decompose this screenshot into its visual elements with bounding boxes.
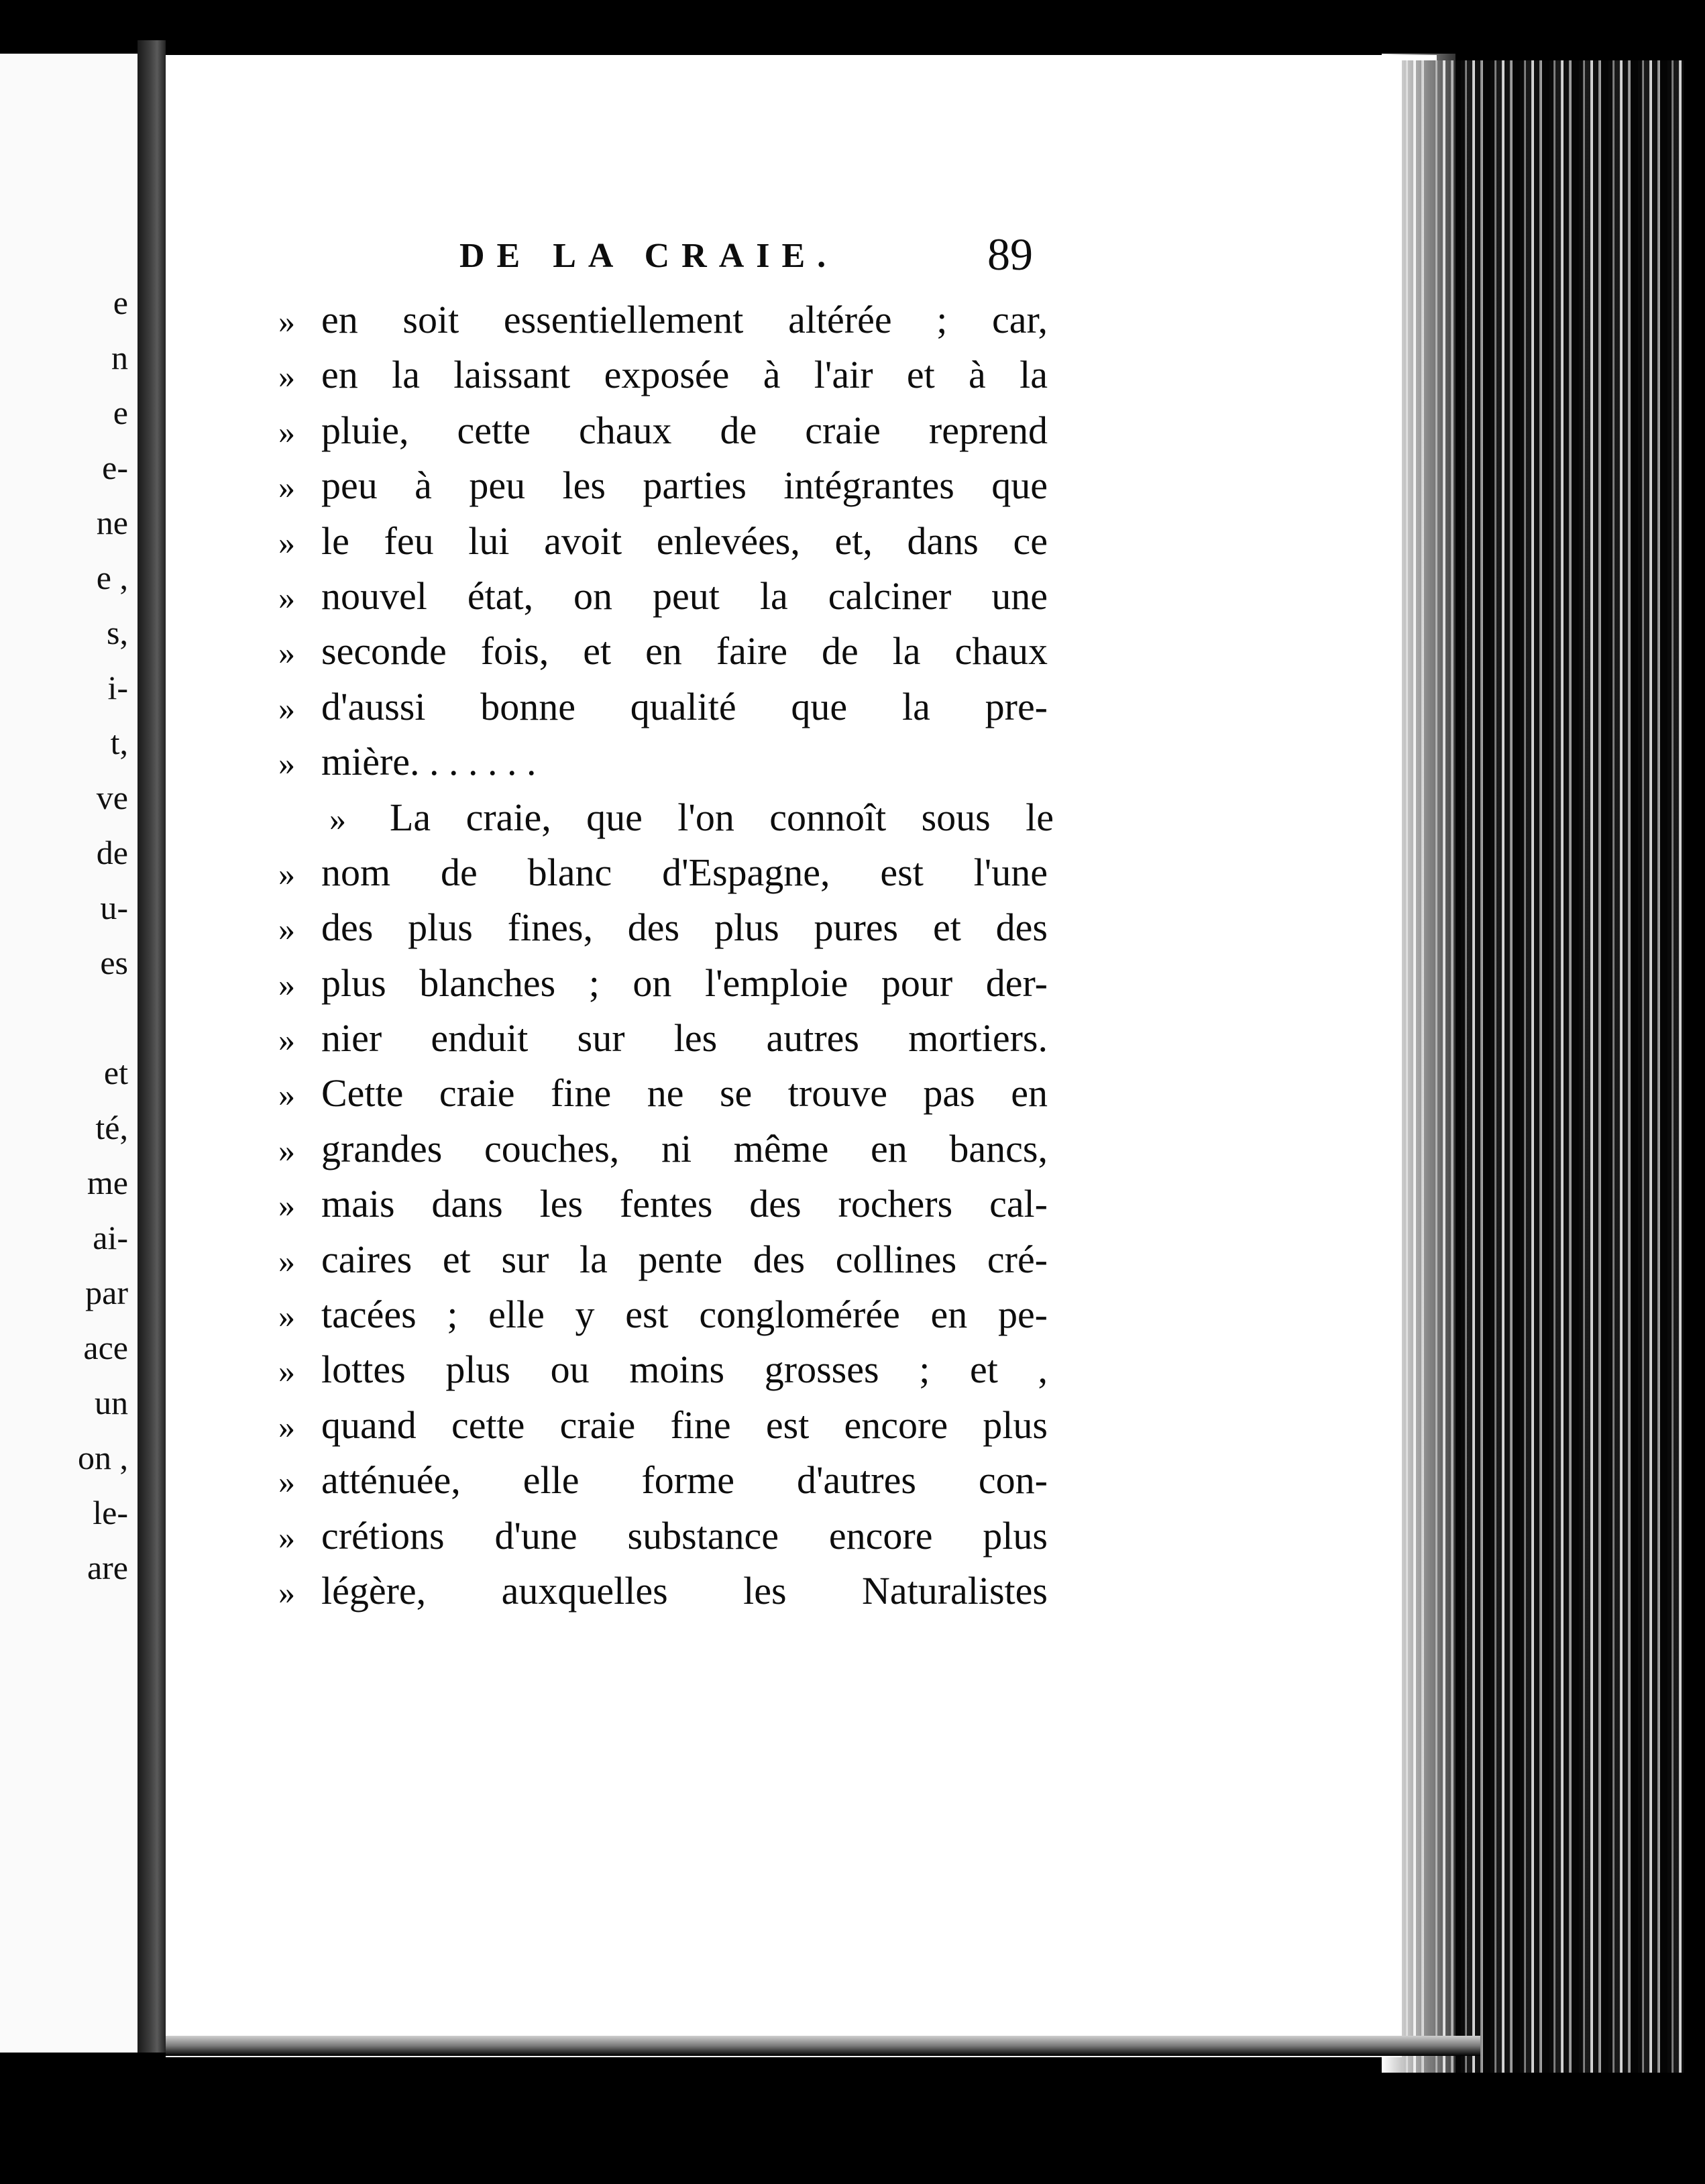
text-line	[278, 403, 1050, 458]
left-page-fragment: par	[85, 1274, 128, 1311]
guillemet-mark: »	[278, 578, 295, 616]
line-text: atténuée, elle forme d'autres con-	[321, 1458, 1048, 1503]
guillemet-mark: »	[329, 800, 346, 838]
text-line	[278, 1066, 1050, 1121]
line-text: pluie, cette chaux de craie reprend	[321, 408, 1048, 452]
guillemet-mark: »	[278, 1076, 295, 1114]
guillemet-mark: »	[278, 358, 295, 396]
page-bottom-edge	[166, 2036, 1480, 2056]
line-text: seconde fois, et en faire de la chaux	[321, 629, 1048, 673]
guillemet-mark: »	[278, 745, 295, 783]
line-text: légère, auxquelles les Naturalistes	[321, 1568, 1048, 1613]
text-line	[278, 458, 1050, 513]
text-line	[278, 679, 1050, 734]
text-line	[278, 734, 1050, 789]
line-text: peu à peu les parties intégrantes que	[321, 463, 1048, 508]
guillemet-mark: »	[278, 1573, 295, 1611]
left-page-fragment: ai-	[93, 1219, 128, 1256]
text-line	[278, 624, 1050, 679]
guillemet-mark: »	[278, 1021, 295, 1059]
book-gutter	[138, 40, 166, 2053]
guillemet-mark: »	[278, 1463, 295, 1501]
left-page-fragment: t,	[110, 724, 128, 761]
left-page-fragment: e-	[102, 449, 128, 486]
left-page-fragment: un	[95, 1384, 128, 1421]
left-page-fragment: ve	[96, 779, 128, 816]
text-line	[278, 347, 1050, 402]
left-page-fragment: e ,	[96, 559, 128, 596]
line-text: en soit essentiellement altérée ; car,	[321, 298, 1048, 341]
running-title: DE LA CRAIE.	[459, 237, 838, 275]
left-page-fragment: e	[113, 394, 128, 431]
line-text: des plus fines, des plus pures et des	[321, 906, 1048, 950]
line-text: lottes plus ou moins grosses ; et ,	[321, 1348, 1048, 1392]
text-line	[278, 1232, 1050, 1287]
line-text: grandes couches, ni même en bancs,	[321, 1126, 1048, 1170]
left-page-fragment: i-	[107, 669, 128, 706]
guillemet-mark: »	[278, 1407, 295, 1445]
guillemet-mark: »	[278, 1518, 295, 1556]
guillemet-mark: »	[278, 1187, 295, 1225]
line-text: Cette craie fine ne se trouve pas en	[321, 1071, 1048, 1115]
page-number: 89	[987, 229, 1033, 280]
text-line	[278, 845, 1050, 900]
left-page-fragment: are	[87, 1549, 128, 1586]
left-page-fragment: e	[113, 284, 128, 321]
left-page-fragment: u-	[100, 889, 128, 926]
text-line	[278, 1287, 1050, 1342]
line-text: d'aussi bonne qualité que la pre-	[321, 684, 1048, 728]
guillemet-mark: »	[278, 303, 295, 340]
line-text: mière. . . . . . .	[321, 740, 537, 784]
guillemet-mark: »	[278, 1131, 295, 1169]
text-line	[278, 292, 1050, 347]
text-line	[278, 1564, 1050, 1619]
left-page-fragment: ne	[96, 504, 128, 541]
line-text: mais dans les fentes des rochers cal-	[321, 1182, 1048, 1226]
line-text: nouvel état, on peut la calciner une	[321, 574, 1048, 618]
guillemet-mark: »	[278, 1297, 295, 1335]
line-text: nom de blanc d'Espagne, est l'une	[321, 850, 1048, 894]
text-line	[278, 1509, 1050, 1564]
guillemet-mark: »	[278, 855, 295, 893]
left-page-fragment: té,	[95, 1109, 128, 1146]
guillemet-mark: »	[278, 965, 295, 1003]
text-line	[278, 1342, 1050, 1397]
guillemet-mark: »	[278, 413, 295, 451]
text-line	[278, 514, 1050, 569]
left-page-fragment: de	[96, 834, 128, 871]
left-facing-page	[0, 54, 138, 2053]
paragraph-start-line	[278, 790, 1054, 845]
guillemet-mark: »	[278, 1352, 295, 1390]
text-line	[278, 1177, 1050, 1232]
left-page-fragment: ace	[83, 1329, 128, 1366]
guillemet-mark: »	[278, 634, 295, 672]
page-edge-shade	[1382, 54, 1455, 2073]
line-text: tacées ; elle y est conglomérée en pe-	[321, 1293, 1048, 1337]
line-text: nier enduit sur les autres mortiers.	[321, 1016, 1048, 1060]
text-line	[278, 1122, 1050, 1177]
line-text: plus blanches ; on l'emploie pour der-	[321, 961, 1048, 1005]
guillemet-mark: »	[278, 1242, 295, 1280]
left-page-fragment: et	[103, 1054, 128, 1091]
left-page-fragment: es	[100, 944, 128, 981]
text-line	[278, 900, 1050, 955]
guillemet-mark: »	[278, 689, 295, 727]
text-line	[278, 956, 1050, 1011]
left-page-fragment: s,	[107, 614, 128, 651]
text-line	[278, 569, 1050, 624]
left-page-fragment: me	[87, 1164, 128, 1201]
body-text	[278, 292, 1054, 1619]
text-line	[278, 1011, 1050, 1066]
left-page-fragment: le-	[93, 1494, 128, 1531]
text-line	[278, 1398, 1050, 1453]
guillemet-mark: »	[278, 468, 295, 506]
left-page-fragment: on ,	[78, 1439, 128, 1476]
line-text: La craie, que l'on connoît sous le	[390, 795, 1054, 839]
text-line	[278, 1453, 1050, 1508]
line-text: crétions d'une substance encore plus	[321, 1513, 1048, 1558]
guillemet-mark: »	[278, 910, 295, 948]
line-text: caires et sur la pente des collines cré-	[321, 1237, 1048, 1281]
line-text: le feu lui avoit enlevées, et, dans ce	[321, 518, 1048, 563]
left-page-fragment: n	[111, 339, 128, 376]
guillemet-mark: »	[278, 523, 295, 561]
line-text: quand cette craie fine est encore plus	[321, 1403, 1048, 1447]
line-text: en la laissant exposée à l'air et à la	[321, 353, 1048, 397]
